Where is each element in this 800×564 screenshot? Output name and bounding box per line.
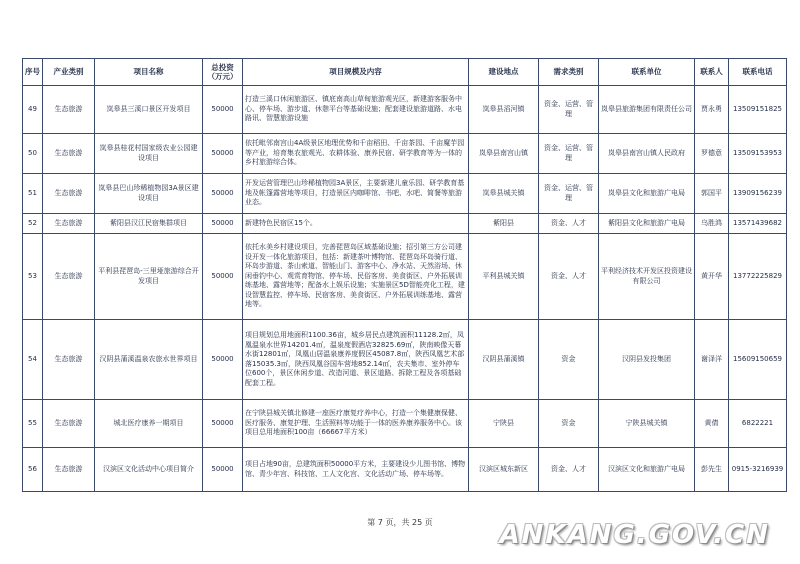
total-investment: 50000 <box>203 134 243 174</box>
construction-location: 平利县城关镇 <box>469 234 539 320</box>
construction-location: 汉滨区城东新区 <box>469 448 539 492</box>
table-row <box>23 86 787 134</box>
row-number: 50 <box>23 134 43 174</box>
project-content: 在宁陕县城关镇北修建一座医疗康复疗养中心，打造一个集健康保健、医疗服务、康复护理、生活照料等功能于一体的医养康养服务中心。该项目总用地面积100亩（66667平方米） <box>243 400 469 448</box>
row-number: 56 <box>23 448 43 492</box>
header-cell: 总投资（万元） <box>203 59 243 86</box>
project-name: 岚皋县巴山珍稀植物园3A景区建设项目 <box>95 174 203 214</box>
project-content: 打造三溪口休闲旅游区、镇底南高山草甸旅游观光区，新建游客服务中心、停车场、游步道、休憩平台等基础设施；配套建设旅游道路、水电路讯、智慧旅游设施 <box>243 86 469 134</box>
table-row <box>23 214 787 234</box>
row-number: 52 <box>23 214 43 234</box>
contact-person: 郭国平 <box>695 174 729 214</box>
contact-unit: 平利经济技术开发区投资建设有限公司 <box>599 234 695 320</box>
table-row <box>23 320 787 400</box>
industry-category: 生态旅游 <box>43 174 95 214</box>
project-name: 平利县琵琶岛-三里垭旅游综合开发项目 <box>95 234 203 320</box>
header-cell: 序号 <box>23 59 43 86</box>
project-content: 依托毗邻南宫山4A级景区地理优势和千亩稻田、千亩茶园、千亩魔芋园等产业，培育集农旅观光、农耕体验、康养民宿、研学教育等为一体的乡村旅游综合体。 <box>243 134 469 174</box>
industry-category: 生态旅游 <box>43 448 95 492</box>
contact-phone: 13509153953 <box>729 134 787 174</box>
contact-phone: 0915-3216939 <box>729 448 787 492</box>
project-name: 岚皋县桂花村国家级农业公园建设项目 <box>95 134 203 174</box>
project-name: 汉阴县蒲溪温泉农旅水世界项目 <box>95 320 203 400</box>
watermark-logo: ANKANG.GOV.CN <box>499 520 770 550</box>
row-number: 49 <box>23 86 43 134</box>
demand-category: 资金 <box>539 320 599 400</box>
header-cell: 需求类别 <box>539 59 599 86</box>
row-number: 55 <box>23 400 43 448</box>
project-content: 项目占地90亩，总建筑面积50000平方米，主要建设少儿图书馆、博物馆、青少年宫、科技馆、工人文化宫、文化活动广场、停车场等。 <box>243 448 469 492</box>
header-cell: 联系人 <box>695 59 729 86</box>
construction-location: 岚皋县南宫山镇 <box>469 134 539 174</box>
contact-unit: 岚皋县旅游集团有限责任公司 <box>599 86 695 134</box>
table-header-row <box>23 59 787 86</box>
demand-category: 资金、运营、管理 <box>539 86 599 134</box>
industry-category: 生态旅游 <box>43 320 95 400</box>
contact-unit: 紫阳县文化和旅游广电局 <box>599 214 695 234</box>
demand-category: 资金、人才 <box>539 214 599 234</box>
contact-phone: 15609150659 <box>729 320 787 400</box>
total-investment: 50000 <box>203 448 243 492</box>
demand-category: 资金、人才 <box>539 234 599 320</box>
demand-category: 资金、人才 <box>539 448 599 492</box>
project-content: 开发运营管理巴山珍稀植物园3A景区，主要新建儿童乐园、研学教育基地及帐篷露营地等项目，打造景区内咖啡馆、书吧、水吧、简餐等旅游业态。 <box>243 174 469 214</box>
construction-location: 汉阴县蒲溪镇 <box>469 320 539 400</box>
contact-person: 谢泽洋 <box>695 320 729 400</box>
project-table-container <box>22 58 786 492</box>
table-row <box>23 174 787 214</box>
total-investment: 50000 <box>203 320 243 400</box>
header-cell: 产业类别 <box>43 59 95 86</box>
industry-category: 生态旅游 <box>43 234 95 320</box>
total-investment: 50000 <box>203 400 243 448</box>
total-investment: 50000 <box>203 86 243 134</box>
demand-category: 资金、运营、管理 <box>539 134 599 174</box>
project-name: 城北医疗康养一期项目 <box>95 400 203 448</box>
project-table <box>22 58 787 492</box>
contact-unit: 岚皋县南宫山镇人民政府 <box>599 134 695 174</box>
project-name: 岚皋县三溪口景区开发项目 <box>95 86 203 134</box>
contact-unit: 汉阴县发投集团 <box>599 320 695 400</box>
industry-category: 生态旅游 <box>43 400 95 448</box>
header-cell: 联系电话 <box>729 59 787 86</box>
project-content: 项目规划总用地面积1100.36亩，城乡居民点建筑面积11128.2㎡，凤凰温泉水世界14201.4㎡，温泉度假酒店32825.69㎡，陕南映像天幕水街12801㎡，凤凰山居温泉康养度假区45087.8㎡，陕西凤凰艺术部落15035.3㎡，陕西凤凰谷国车营地852.14㎡，农夫集市、室外停车位600个，景区休闲步道、改造河道、景区道路、拆除工程及各项基础配套工程。 <box>243 320 469 400</box>
project-name: 紫阳县汉江民宿集群项目 <box>95 214 203 234</box>
contact-person: 乌胜鸿 <box>695 214 729 234</box>
contact-person: 彭先生 <box>695 448 729 492</box>
table-row <box>23 134 787 174</box>
industry-category: 生态旅游 <box>43 86 95 134</box>
header-cell: 联系单位 <box>599 59 695 86</box>
demand-category: 资金、运营、管理 <box>539 174 599 214</box>
table-row <box>23 400 787 448</box>
header-cell: 建设地点 <box>469 59 539 86</box>
table-row <box>23 234 787 320</box>
header-cell: 项目规模及内容 <box>243 59 469 86</box>
header-cell: 项目名称 <box>95 59 203 86</box>
row-number: 51 <box>23 174 43 214</box>
contact-unit: 宁陕县城关镇 <box>599 400 695 448</box>
total-investment: 50000 <box>203 214 243 234</box>
construction-location: 紫阳县 <box>469 214 539 234</box>
construction-location: 宁陕县 <box>469 400 539 448</box>
page-number-footer: 第 7 页，共 25 页 <box>367 518 433 527</box>
contact-person: 黄开华 <box>695 234 729 320</box>
row-number: 53 <box>23 234 43 320</box>
table-row <box>23 448 787 492</box>
project-name: 汉滨区文化活动中心项目简介 <box>95 448 203 492</box>
total-investment: 50000 <box>203 174 243 214</box>
contact-phone: 13509151825 <box>729 86 787 134</box>
industry-category: 生态旅游 <box>43 214 95 234</box>
contact-phone: 13909156239 <box>729 174 787 214</box>
construction-location: 岚皋县滔河镇 <box>469 86 539 134</box>
contact-person: 黄倩 <box>695 400 729 448</box>
industry-category: 生态旅游 <box>43 134 95 174</box>
contact-unit: 汉滨区文化和旅游广电局 <box>599 448 695 492</box>
contact-phone: 13571439682 <box>729 214 787 234</box>
contact-phone: 13772225829 <box>729 234 787 320</box>
contact-unit: 岚皋县文化和旅游广电局 <box>599 174 695 214</box>
contact-person: 罗德意 <box>695 134 729 174</box>
total-investment: 50000 <box>203 234 243 320</box>
contact-person: 贾永勇 <box>695 86 729 134</box>
project-content: 依托水美乡村建设项目，完善琵琶岛区域基础设施；招引第三方公司建设开发一体化旅游项目，包括：新建茶叶博物馆、琵琶岛环岛骑行道、环岛步游道、茶山索道、智能山门、游客中心、净水站、天然浴场、休闲垂钓中心、观赏育物馆、停车场、民俗客房、美食街区、户外拓展训练基地、露营地等；配备水上娱乐设施；实施景区5D智能亮化工程，建设智慧监控、停车场、民宿客房、美食街区、户外拓展训练基地、露营地等。 <box>243 234 469 320</box>
project-content: 新建特色民宿区15个。 <box>243 214 469 234</box>
demand-category: 资金 <box>539 400 599 448</box>
row-number: 54 <box>23 320 43 400</box>
contact-phone: 6822221 <box>729 400 787 448</box>
construction-location: 岚皋县城关镇 <box>469 174 539 214</box>
